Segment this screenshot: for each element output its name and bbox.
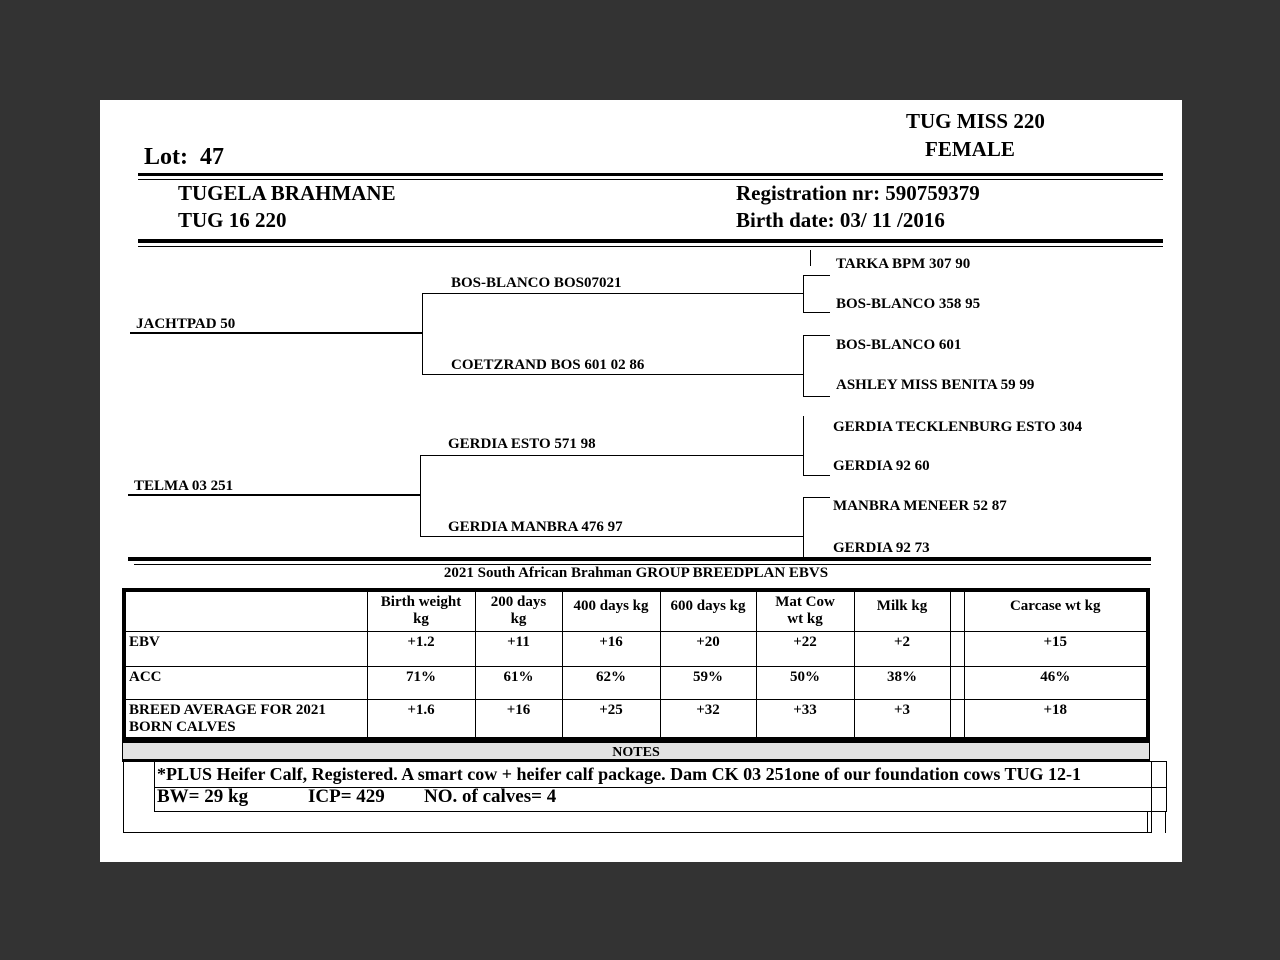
col-milk: Milk kg: [854, 590, 950, 631]
ebv-cell: +16: [562, 631, 660, 666]
dam-sire-line: [420, 455, 804, 456]
ggp-3: BOS-BLANCO 601: [836, 337, 962, 353]
herd-id: TUG 16 220: [178, 208, 287, 232]
acc-cell: 62%: [562, 666, 660, 699]
ebv-cell: +20: [660, 631, 756, 666]
breeder-name: TUGELA BRAHMANE: [178, 181, 396, 205]
ggp-1: TARKA BPM 307 90: [836, 256, 971, 272]
notes-line-1: *PLUS Heifer Calf, Registered. A smart cow + heifer calf package. Dam CK 03 251one of our foundation cows TUG 12-1: [157, 764, 1082, 784]
birth-date: Birth date: 03/ 11 /2016: [736, 208, 945, 232]
animal-sex: FEMALE: [925, 137, 1015, 161]
dam-dam-line: [420, 536, 804, 537]
dam-bracket: [420, 455, 421, 537]
ebv-cell: +15: [964, 631, 1148, 666]
col-600-days: 600 days kg: [660, 590, 756, 631]
ggp-bracket-1: [803, 275, 804, 313]
acc-cell: 46%: [964, 666, 1148, 699]
ggp-6: GERDIA 92 60: [833, 458, 930, 474]
ebv-cell: +1.2: [367, 631, 475, 666]
avg-cell: +3: [854, 699, 950, 739]
acc-cell: 50%: [756, 666, 854, 699]
calves-count: NO. of calves= 4: [424, 786, 557, 807]
sire-name: JACHTPAD 50: [136, 316, 236, 332]
avg-cell: +32: [660, 699, 756, 739]
ebv-cell: +22: [756, 631, 854, 666]
row-label-acc: ACC: [124, 666, 367, 699]
ebv-table: [122, 588, 1150, 741]
acc-cell: 59%: [660, 666, 756, 699]
row-label-breed-average: BREED AVERAGE FOR 2021 BORN CALVES: [124, 699, 367, 739]
header-rule-thin: [138, 179, 1163, 180]
sire-dam-line: [422, 374, 804, 375]
lot-card: [100, 100, 1182, 862]
animal-name: TUG MISS 220: [906, 109, 1045, 133]
acc-cell: 61%: [475, 666, 562, 699]
col-carcase: Carcase wt kg: [964, 590, 1148, 631]
lot-number: 47: [200, 144, 224, 170]
dam-name: TELMA 03 251: [134, 478, 234, 494]
acc-cell: 71%: [367, 666, 475, 699]
ggp-4: ASHLEY MISS BENITA 59 99: [836, 377, 1035, 393]
breed-average-row: [124, 699, 1148, 739]
sire-sire-line: [422, 293, 804, 294]
ebv-title: 2021 South African Brahman GROUP BREEDPLAN EBVS: [443, 565, 829, 581]
header-rule: [138, 173, 1163, 176]
avg-cell: +33: [756, 699, 854, 739]
header-rule-bottom-thin: [138, 246, 1163, 247]
bw-value: BW= 29 kg: [157, 786, 249, 807]
sire-sire-name: BOS-BLANCO BOS07021: [451, 275, 622, 291]
ebv-cell: +11: [475, 631, 562, 666]
registration-number: Registration nr: 590759379: [736, 181, 980, 205]
ggp-5: GERDIA TECKLENBURG ESTO 304: [833, 419, 1083, 435]
col-200-days: 200 days kg: [475, 590, 562, 631]
lot-label: Lot: 47: [144, 144, 224, 170]
sire-bracket: [422, 293, 423, 375]
col-mat-cow: Mat Cow wt kg: [756, 590, 854, 631]
header-rule-bottom: [138, 239, 1163, 243]
avg-cell: +16: [475, 699, 562, 739]
ggp-7: MANBRA MENEER 52 87: [833, 498, 1007, 514]
ggp-bracket-4: [803, 497, 804, 557]
avg-cell: +25: [562, 699, 660, 739]
acc-row: [124, 666, 1148, 699]
ebv-cell: +2: [854, 631, 950, 666]
dam-dam-name: GERDIA MANBRA 476 97: [448, 519, 623, 535]
avg-cell: +1.6: [367, 699, 475, 739]
dam-sire-name: GERDIA ESTO 571 98: [448, 436, 596, 452]
col-400-days: 400 days kg: [562, 590, 660, 631]
icp-value: ICP= 429: [308, 786, 385, 807]
ggp-bracket-3: [803, 416, 804, 476]
ebv-rule: [128, 557, 1151, 561]
avg-cell: +18: [964, 699, 1148, 739]
ebv-row: [124, 631, 1148, 666]
ebv-header-row: [124, 590, 1148, 631]
ggp-bracket-2: [803, 335, 804, 397]
notes-header: NOTES: [122, 740, 1150, 762]
col-birth-weight: Birth weight kg: [367, 590, 475, 631]
ggp-tick: [810, 250, 811, 266]
notes-line-2-box: [154, 786, 1167, 812]
ggp-8: GERDIA 92 73: [833, 540, 930, 556]
row-label-ebv: EBV: [124, 631, 367, 666]
ggp-2: BOS-BLANCO 358 95: [836, 296, 981, 312]
acc-cell: 38%: [854, 666, 950, 699]
sire-dam-name: COETZRAND BOS 601 02 86: [451, 357, 645, 373]
